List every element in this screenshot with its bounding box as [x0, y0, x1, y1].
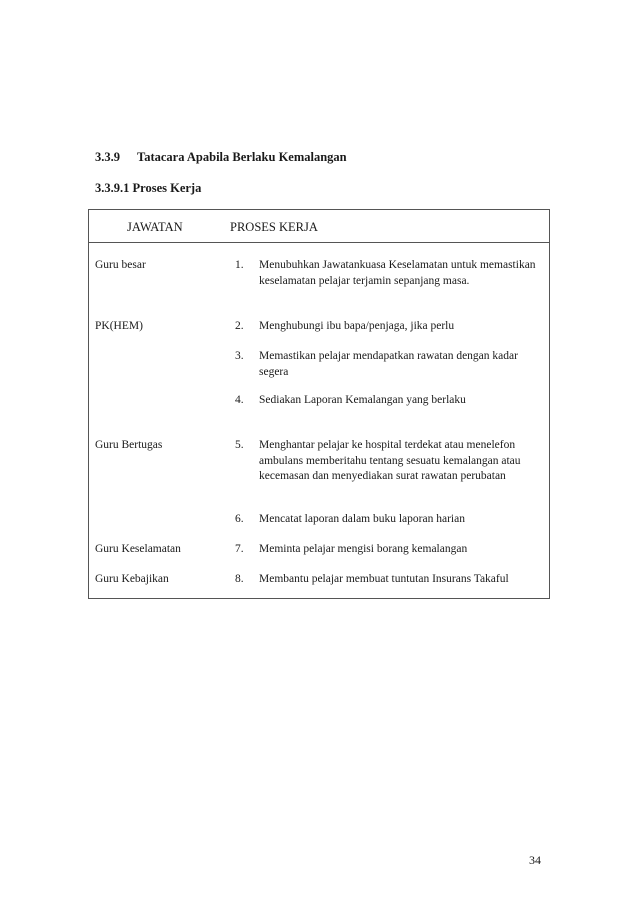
step-text: Mencatat laporan dalam buku laporan harian	[259, 513, 465, 525]
page-number: 34	[529, 853, 541, 867]
role-guru-kebajikan: Guru Kebajikan	[95, 573, 169, 585]
section-heading	[95, 150, 347, 165]
step-text: Menghubungi ibu bapa/penjaga, jika perlu	[259, 320, 455, 332]
role-guru-bertugas: Guru Bertugas	[95, 439, 163, 451]
step-text: Menghantar pelajar ke hospital terdekat atau menelefon ambulans memberitahu tentang sesuatu kemalangan atau kecemasan dan menyediakan surat rawatan perubatan	[259, 439, 521, 482]
step-number: 1.	[235, 259, 244, 271]
role-guru-besar: Guru besar	[95, 259, 146, 271]
header-proses-kerja: PROSES KERJA	[230, 220, 318, 234]
step-text: Sediakan Laporan Kemalangan yang berlaku	[259, 394, 466, 406]
step-number: 2.	[235, 320, 244, 332]
section-number: 3.3.9	[95, 150, 120, 164]
step-number: 6.	[235, 513, 244, 525]
step-text: Memastikan pelajar mendapatkan rawatan dengan kadar segera	[259, 350, 518, 378]
subsection-heading: 3.3.9.1 Proses Kerja	[95, 181, 202, 195]
step-number: 7.	[235, 543, 244, 555]
step-number: 3.	[235, 350, 244, 362]
step-text: Membantu pelajar membuat tuntutan Insurans Takaful	[259, 573, 509, 585]
role-guru-keselamatan: Guru Keselamatan	[95, 543, 181, 555]
step-text: Menubuhkan Jawatankuasa Keselamatan untuk memastikan keselamatan pelajar terjamin sepanjang masa.	[259, 259, 536, 287]
header-jawatan: JAWATAN	[127, 220, 183, 234]
step-number: 8.	[235, 573, 244, 585]
step-number: 4.	[235, 394, 244, 406]
step-number: 5.	[235, 439, 244, 451]
role-pk-hem: PK(HEM)	[95, 320, 143, 332]
table-header-row	[89, 210, 549, 243]
step-text: Meminta pelajar mengisi borang kemalangan	[259, 543, 468, 555]
proses-kerja-table	[88, 209, 550, 599]
section-title: Tatacara Apabila Berlaku Kemalangan	[137, 150, 347, 164]
